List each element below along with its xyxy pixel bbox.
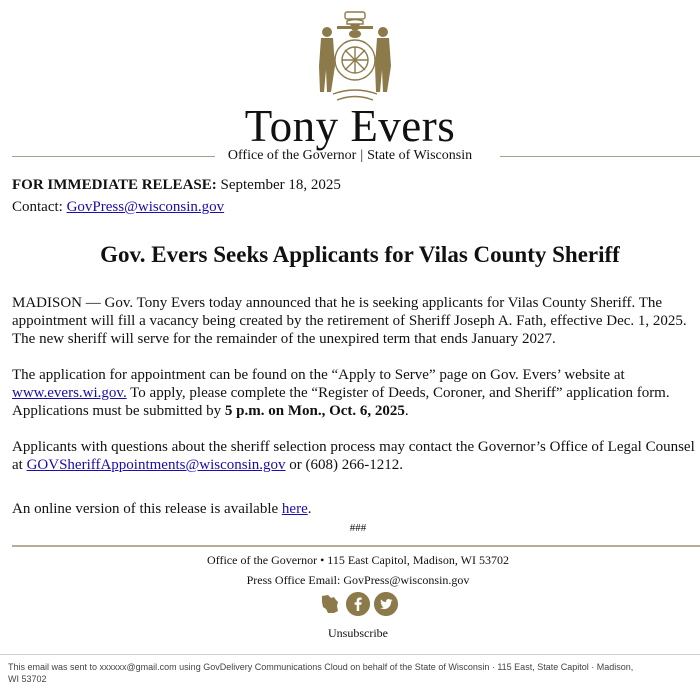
footer-divider [12, 545, 700, 547]
bottom-rule [0, 654, 700, 655]
release-label: FOR IMMEDIATE RELEASE: [12, 177, 217, 193]
footer-press-email: Press Office Email: GovPress@wisconsin.gov [246, 573, 470, 587]
p4-text-b: . [307, 501, 312, 517]
p2-text-b: To apply, please complete the “Register of Deeds, Coroner, and Sheriff” application form. Applications must be submitted by [12, 385, 670, 419]
p2-text-end: . [404, 403, 409, 419]
paragraph-questions [12, 438, 700, 474]
unsubscribe-link[interactable]: Unsubscribe [328, 626, 388, 640]
rule-right [500, 156, 700, 157]
header-rule [0, 146, 700, 166]
facebook-icon[interactable] [346, 592, 370, 616]
online-version-link[interactable]: here [281, 501, 308, 517]
p3-text-b: or (608) 266-1212. [285, 457, 404, 473]
contact-line [12, 197, 224, 217]
release-line [12, 175, 341, 195]
p2-text-a: The application for appointment can be found on the “Apply to Serve” page on Gov. Evers’ website at [12, 367, 625, 383]
p3-text-a: Applicants with questions about the sheriff selection process may contact the Governor’s Office of Legal Counsel at [12, 439, 695, 473]
p4-text-a: An online version of this release is available [12, 501, 282, 517]
page-title: Gov. Evers Seeks Applicants for Vilas County Sheriff [100, 242, 620, 267]
wisconsin-seal-icon [307, 8, 403, 104]
paragraph-application [12, 366, 700, 420]
state-name: State of Wisconsin [367, 148, 473, 163]
contact-label: Contact: [12, 199, 63, 215]
governor-name: Tony Evers [244, 101, 456, 151]
paragraph-announcement: MADISON — Gov. Tony Evers today announced that he is seeking applicants for Vilas County Sheriff. The appointment will fill a vacancy being created by the retirement of Sheriff Joseph A. Fath, effective Dec. 1, 2025. The new sheriff will serve for the remainder of the unexpired term that ends January 2027. [12, 295, 687, 347]
footer-address: Office of the Governor • 115 East Capitol, Madison, WI 53702 [207, 553, 509, 567]
office-name: Office of the Governor [227, 148, 357, 163]
evers-website-link[interactable]: www.evers.wi.gov. [12, 385, 127, 401]
release-date: September 18, 2025 [220, 177, 341, 193]
contact-email-link[interactable]: GovPress@wisconsin.gov [66, 199, 225, 215]
delivery-note: This email was sent to xxxxxx@gmail.com using GovDelivery Communications Cloud on behalf of the State of Wisconsin · 115 East, State Capitol · Madison, WI 53702 [8, 662, 634, 684]
wisconsin-icon[interactable] [318, 592, 342, 616]
twitter-icon[interactable] [374, 592, 398, 616]
office-separator: | [360, 148, 364, 163]
end-mark: ### [349, 522, 367, 534]
paragraph-online-version [12, 500, 700, 518]
deadline: 5 p.m. on Mon., Oct. 6, 2025 [224, 403, 405, 419]
sheriff-appointments-email-link[interactable]: GOVSheriffAppointments@wisconsin.gov [26, 457, 286, 473]
